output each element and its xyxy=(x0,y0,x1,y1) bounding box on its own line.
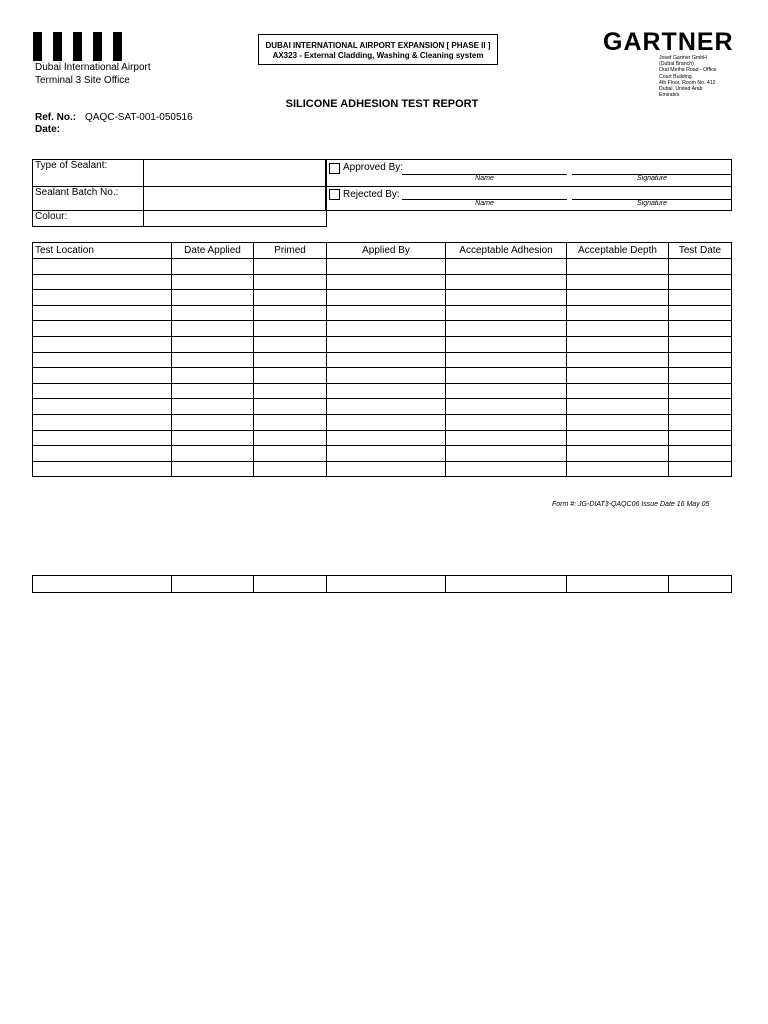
table-row xyxy=(33,259,732,275)
table-row xyxy=(33,414,732,430)
table-cell[interactable] xyxy=(327,321,446,337)
type-of-sealant-field[interactable] xyxy=(144,160,327,187)
footer-table xyxy=(32,575,732,593)
table-cell[interactable] xyxy=(446,383,567,399)
table-cell[interactable] xyxy=(33,446,172,462)
table-cell[interactable] xyxy=(446,321,567,337)
table-cell[interactable] xyxy=(669,399,732,415)
table-row xyxy=(33,305,732,321)
table-cell[interactable] xyxy=(33,461,172,477)
brand-address-line: Oud Metha Road - Office xyxy=(659,67,717,74)
rejected-name-caption: Name xyxy=(475,200,494,207)
table-cell[interactable] xyxy=(254,305,327,321)
table-cell[interactable] xyxy=(172,430,254,446)
info-row xyxy=(33,211,327,227)
table-cell[interactable] xyxy=(33,305,172,321)
table-cell[interactable] xyxy=(33,321,172,337)
table-cell[interactable] xyxy=(327,399,446,415)
table-cell[interactable] xyxy=(172,336,254,352)
ref-no-value: QAQC-SAT-001-050516 xyxy=(85,112,193,123)
date-label: Date: xyxy=(35,124,61,135)
logo-bar xyxy=(33,32,42,61)
table-cell[interactable] xyxy=(567,414,669,430)
table-cell[interactable] xyxy=(33,399,172,415)
table-cell[interactable] xyxy=(446,336,567,352)
table-cell[interactable] xyxy=(33,430,172,446)
approval-divider xyxy=(326,186,731,187)
table-cell[interactable] xyxy=(567,290,669,306)
col-acceptable-depth: Acceptable Depth xyxy=(567,243,669,259)
brand-logo: GARTNER xyxy=(603,28,734,56)
col-acceptable-adhesion: Acceptable Adhesion xyxy=(446,243,567,259)
brand-address-line: Josef Gartner GmbH xyxy=(659,55,707,61)
table-cell[interactable] xyxy=(567,383,669,399)
table-cell[interactable] xyxy=(669,305,732,321)
col-primed: Primed xyxy=(254,243,327,259)
table-cell[interactable] xyxy=(254,576,327,593)
col-applied-by: Applied By xyxy=(327,243,446,259)
brand-address xyxy=(659,55,739,98)
table-cell[interactable] xyxy=(567,274,669,290)
table-cell[interactable] xyxy=(446,414,567,430)
table-cell[interactable] xyxy=(567,368,669,384)
table-cell[interactable] xyxy=(567,430,669,446)
table-cell[interactable] xyxy=(669,336,732,352)
table-cell[interactable] xyxy=(33,576,172,593)
approval-box xyxy=(325,159,732,211)
table-cell[interactable] xyxy=(567,576,669,593)
table-cell[interactable] xyxy=(446,576,567,593)
table-row xyxy=(33,399,732,415)
table-cell[interactable] xyxy=(567,321,669,337)
form-number-note: Form #: JG-DIAT3-QAQC06 Issue Date 16 May 05 xyxy=(552,501,710,508)
logo-bar xyxy=(93,32,102,61)
colour-label: Colour: xyxy=(33,211,144,227)
table-row xyxy=(33,576,732,593)
brand-address-line: 4th Floor, Room No. 412 xyxy=(659,79,716,86)
table-cell[interactable] xyxy=(172,383,254,399)
col-test-location: Test Location xyxy=(33,243,172,259)
table-cell[interactable] xyxy=(172,576,254,593)
table-cell[interactable] xyxy=(669,576,732,593)
table-cell[interactable] xyxy=(172,259,254,275)
table-row xyxy=(33,352,732,368)
table-cell[interactable] xyxy=(327,290,446,306)
table-cell[interactable] xyxy=(33,414,172,430)
table-cell[interactable] xyxy=(446,259,567,275)
table-cell[interactable] xyxy=(327,274,446,290)
table-cell[interactable] xyxy=(327,305,446,321)
table-cell[interactable] xyxy=(172,321,254,337)
table-row xyxy=(33,383,732,399)
adhesion-test-table xyxy=(32,242,732,477)
table-cell[interactable] xyxy=(33,336,172,352)
table-cell[interactable] xyxy=(567,352,669,368)
table-cell[interactable] xyxy=(33,259,172,275)
table-cell[interactable] xyxy=(669,368,732,384)
address-line-2: Terminal 3 Site Office xyxy=(35,75,130,86)
table-cell[interactable] xyxy=(446,446,567,462)
table-cell[interactable] xyxy=(446,430,567,446)
table-cell[interactable] xyxy=(327,430,446,446)
table-cell[interactable] xyxy=(172,305,254,321)
table-cell[interactable] xyxy=(172,461,254,477)
table-cell[interactable] xyxy=(446,290,567,306)
table-cell[interactable] xyxy=(172,368,254,384)
col-test-date: Test Date xyxy=(669,243,732,259)
table-cell[interactable] xyxy=(172,290,254,306)
table-cell[interactable] xyxy=(669,259,732,275)
table-cell[interactable] xyxy=(327,368,446,384)
table-cell[interactable] xyxy=(567,259,669,275)
table-cell[interactable] xyxy=(33,383,172,399)
table-cell[interactable] xyxy=(446,399,567,415)
table-cell[interactable] xyxy=(567,336,669,352)
table-cell[interactable] xyxy=(254,352,327,368)
logo-bars xyxy=(33,32,125,61)
approved-signature-caption: Signature xyxy=(637,175,667,182)
table-cell[interactable] xyxy=(567,461,669,477)
approved-name-caption: Name xyxy=(475,175,494,182)
table-cell[interactable] xyxy=(669,383,732,399)
project-line-2: AX323 - External Cladding, Washing & Cleaning system xyxy=(272,51,484,60)
table-cell[interactable] xyxy=(327,352,446,368)
approved-checkbox[interactable] xyxy=(329,163,340,174)
table-cell[interactable] xyxy=(327,383,446,399)
table-cell[interactable] xyxy=(254,461,327,477)
table-cell[interactable] xyxy=(254,290,327,306)
table-cell[interactable] xyxy=(327,414,446,430)
table-row xyxy=(33,430,732,446)
table-cell[interactable] xyxy=(254,274,327,290)
table-cell[interactable] xyxy=(669,290,732,306)
table-cell[interactable] xyxy=(446,274,567,290)
brand-address-line: Dubai, United Arab xyxy=(659,86,703,93)
table-cell[interactable] xyxy=(669,430,732,446)
table-cell[interactable] xyxy=(446,352,567,368)
logo-bar xyxy=(73,32,82,61)
type-of-sealant-label: Type of Sealant: xyxy=(33,160,144,187)
table-cell[interactable] xyxy=(446,461,567,477)
table-cell[interactable] xyxy=(172,399,254,415)
table-cell[interactable] xyxy=(567,399,669,415)
table-cell[interactable] xyxy=(172,414,254,430)
table-cell[interactable] xyxy=(254,336,327,352)
rejected-signature-caption: Signature xyxy=(637,200,667,207)
table-row xyxy=(33,321,732,337)
table-cell[interactable] xyxy=(172,274,254,290)
report-title: SILICONE ADHESION TEST REPORT xyxy=(285,98,479,110)
table-cell[interactable] xyxy=(254,259,327,275)
approved-by-label: Approved By: xyxy=(343,162,404,173)
brand-address-line: Emirates xyxy=(659,92,680,99)
ref-no-label: Ref. No.: xyxy=(35,112,77,123)
project-line-1: DUBAI INTERNATIONAL AIRPORT EXPANSION [ PHASE II ] xyxy=(265,41,491,50)
sealant-batch-label: Sealant Batch No.: xyxy=(33,187,144,211)
logo-bar xyxy=(53,32,62,61)
rejected-by-label: Rejected By: xyxy=(343,189,400,200)
table-cell[interactable] xyxy=(446,305,567,321)
table-cell[interactable] xyxy=(327,446,446,462)
table-cell[interactable] xyxy=(446,368,567,384)
address-line-1: Dubai International Airport xyxy=(35,62,151,73)
table-cell[interactable] xyxy=(254,368,327,384)
brand-address-line: (Dubai Branch) xyxy=(659,61,694,68)
table-cell[interactable] xyxy=(669,446,732,462)
table-cell[interactable] xyxy=(33,274,172,290)
table-cell[interactable] xyxy=(567,446,669,462)
table-cell[interactable] xyxy=(669,352,732,368)
table-cell[interactable] xyxy=(254,399,327,415)
table-row xyxy=(33,368,732,384)
site-office-address xyxy=(35,61,151,87)
table-cell[interactable] xyxy=(327,336,446,352)
table-row xyxy=(33,274,732,290)
sealant-batch-field[interactable] xyxy=(144,187,327,211)
table-cell[interactable] xyxy=(254,414,327,430)
table-cell[interactable] xyxy=(33,368,172,384)
table-row xyxy=(33,336,732,352)
table-cell[interactable] xyxy=(669,321,732,337)
table-cell[interactable] xyxy=(327,461,446,477)
info-row xyxy=(33,160,327,187)
table-cell[interactable] xyxy=(254,446,327,462)
table-cell[interactable] xyxy=(172,352,254,368)
table-body xyxy=(33,259,732,477)
project-box xyxy=(258,34,498,65)
table-cell[interactable] xyxy=(669,274,732,290)
table-header-row xyxy=(33,243,732,259)
table-cell[interactable] xyxy=(669,461,732,477)
table-cell[interactable] xyxy=(327,576,446,593)
table-row xyxy=(33,446,732,462)
info-row xyxy=(33,187,327,211)
table-cell[interactable] xyxy=(254,321,327,337)
sealant-info-table xyxy=(32,159,327,227)
logo-bar xyxy=(113,32,122,61)
table-cell[interactable] xyxy=(567,305,669,321)
table-row xyxy=(33,461,732,477)
table-cell[interactable] xyxy=(669,414,732,430)
table-cell[interactable] xyxy=(33,352,172,368)
table-cell[interactable] xyxy=(172,446,254,462)
table-cell[interactable] xyxy=(254,383,327,399)
brand-address-line: Court Building xyxy=(659,73,692,80)
col-date-applied: Date Applied xyxy=(172,243,254,259)
colour-field[interactable] xyxy=(144,211,327,227)
rejected-checkbox[interactable] xyxy=(329,189,340,200)
table-row xyxy=(33,290,732,306)
table-cell[interactable] xyxy=(33,290,172,306)
table-cell[interactable] xyxy=(254,430,327,446)
table-cell[interactable] xyxy=(327,259,446,275)
